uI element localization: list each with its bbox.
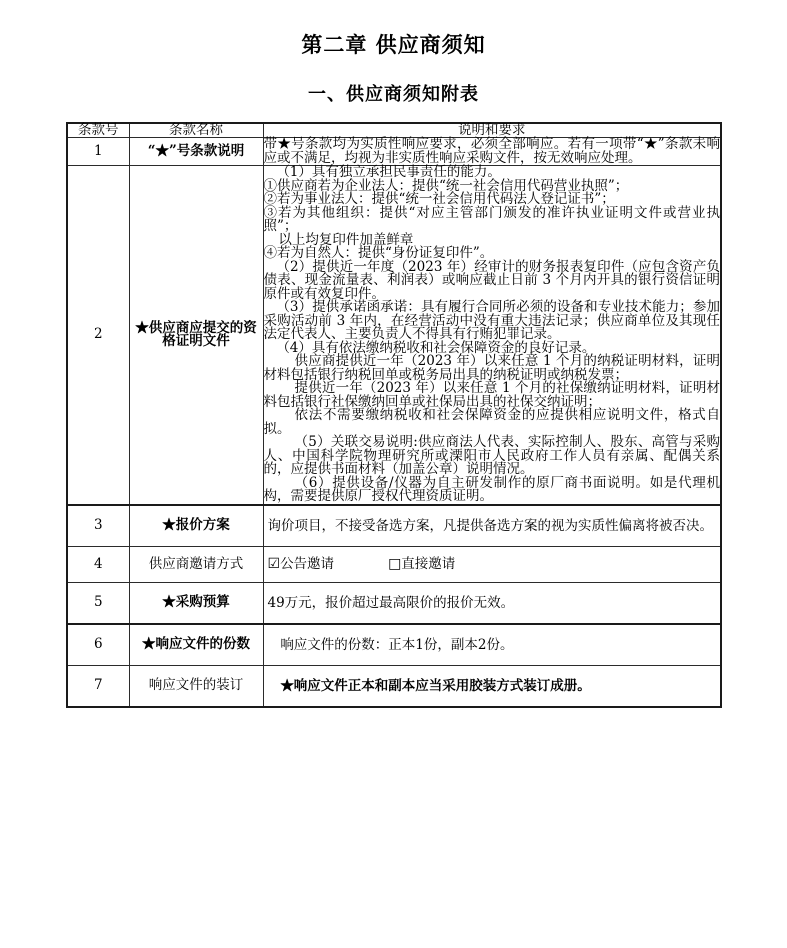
option-label: 公告邀请 [280,556,335,573]
table-row [67,624,721,666]
clause-no: 6 [67,624,129,666]
clause-name: ★供应商应提交的资格证明文件 [129,166,263,505]
desc-paragraph: （3）提供承诺函承诺：具有履行合同所必须的设备和专业技术能力；参加采购活动前 3 年内，在经营活动中没有重大违法记录；供应商单位及其现任法定代表人、主要负责人不得具有行贿犯罪记录。 [263,299,720,343]
clause-name: ★响应文件的份数 [129,624,263,666]
desc-paragraph: 带★号条款均为实质性响应要求，必须全部响应。若有一项带“★”条款未响应或不满足，均视为非实质性响应采购文件，按无效响应处理。 [263,136,720,166]
desc-paragraph: 以上均复印件加盖鲜章 [278,231,414,248]
desc-paragraph: （6）提供设备/仪器为自主研发制作的原厂商书面说明。如是代理机构，需要提供原厂授权代理资质证明。 [263,474,720,505]
option-label: 直接邀请 [401,556,456,573]
clause-no: 1 [67,138,129,166]
clause-no: 3 [67,505,129,547]
desc-paragraph: 供应商提供近一年（2023 年）以来任意 1 个月的纳税证明材料，证明材料包括银行纳税回单或税务局出具的纳税证明或纳税发票； [263,353,720,383]
table-row [67,582,721,624]
clause-no: 7 [67,666,129,708]
desc-paragraph: （4）具有依法缴纳税收和社会保障资金的良好记录。 [276,339,596,356]
clause-no: 5 [67,582,129,624]
desc-paragraph: ①供应商若为企业法人：提供“统一社会信用代码营业执照”； [263,177,629,194]
checkbox-checked-icon[interactable]: ☑ [267,556,281,573]
clause-description [263,138,721,166]
checkbox-unchecked-icon[interactable]: □ [388,556,402,573]
clause-description [263,547,721,583]
table-row [67,166,721,505]
desc-paragraph: （2）提供近一年度（2023 年）经审计的财务报表复印件（应包含资产负债表、现金流量表、利润表）或响应截止日前 3 个月内开具的银行资信证明原件或有效复印件。 [263,258,720,302]
page-title: 第二章 供应商须知 [301,32,486,57]
table-row [67,547,721,583]
option-public-announcement[interactable] [268,557,335,572]
invitation-method-options [264,547,721,582]
desc-paragraph: （5）关联交易说明:供应商法人代表、实际控制人、股东、高管与采购人、中国科学院物理研究所或溧阳市人民政府工作人员有亲属、配偶关系的，应提供书面材料（加盖公章）说明情况。 [263,434,720,478]
desc-paragraph: 依法不需要缴纳税收和社会保障资金的应提供相应说明文件，格式自拟。 [263,407,720,437]
desc-paragraph: ②若为事业法人：提供“统一社会信用代码法人登记证书”； [263,191,615,208]
desc-paragraph: 49万元，报价超过最高限价的报价无效。 [267,594,515,611]
clause-description [263,666,721,708]
option-direct-invitation[interactable] [388,557,455,572]
desc-paragraph: ④若为自然人：提供“身份证复印件”。 [263,245,494,262]
table-row [67,505,721,547]
clause-description [263,505,721,547]
clause-name: “★”号条款说明 [129,138,263,166]
clause-description [263,166,721,505]
desc-paragraph: （1）具有独立承担民事责任的能力。 [276,164,501,181]
clause-no: 4 [67,547,129,583]
clause-name: ★采购预算 [129,582,263,624]
column-header-clause-name: 条款名称 [129,123,263,138]
clause-name: 供应商邀请方式 [129,547,263,583]
desc-paragraph: 提供近一年（2023 年）以来任意 1 个月的社保缴纳证明材料，证明材料包括银行社保缴纳回单或社保局出具的社保交纳证明； [263,380,720,410]
clause-description [263,582,721,624]
clause-name: 响应文件的装订 [129,666,263,708]
column-header-description: 说明和要求 [263,123,721,138]
supplier-notice-table [66,122,722,709]
clause-no: 2 [67,166,129,505]
desc-paragraph: 响应文件的份数：正本1份，副本2份。 [280,636,514,653]
table-row [67,138,721,166]
clause-name: ★报价方案 [129,505,263,547]
clause-description [263,624,721,666]
table-row [67,666,721,708]
desc-paragraph: ★响应文件正本和副本应当采用胶装方式装订成册。 [280,678,591,695]
desc-paragraph: ③若为其他组织：提供“对应主管部门颁发的准许执业证明文件或营业执照”； [263,204,720,235]
column-header-clause-no: 条款号 [67,123,129,138]
desc-paragraph: 询价项目，不接受备选方案，凡提供备选方案的视为实质性偏离将被否决。 [267,517,713,534]
section-subtitle: 一、供应商须知附表 [308,84,479,106]
